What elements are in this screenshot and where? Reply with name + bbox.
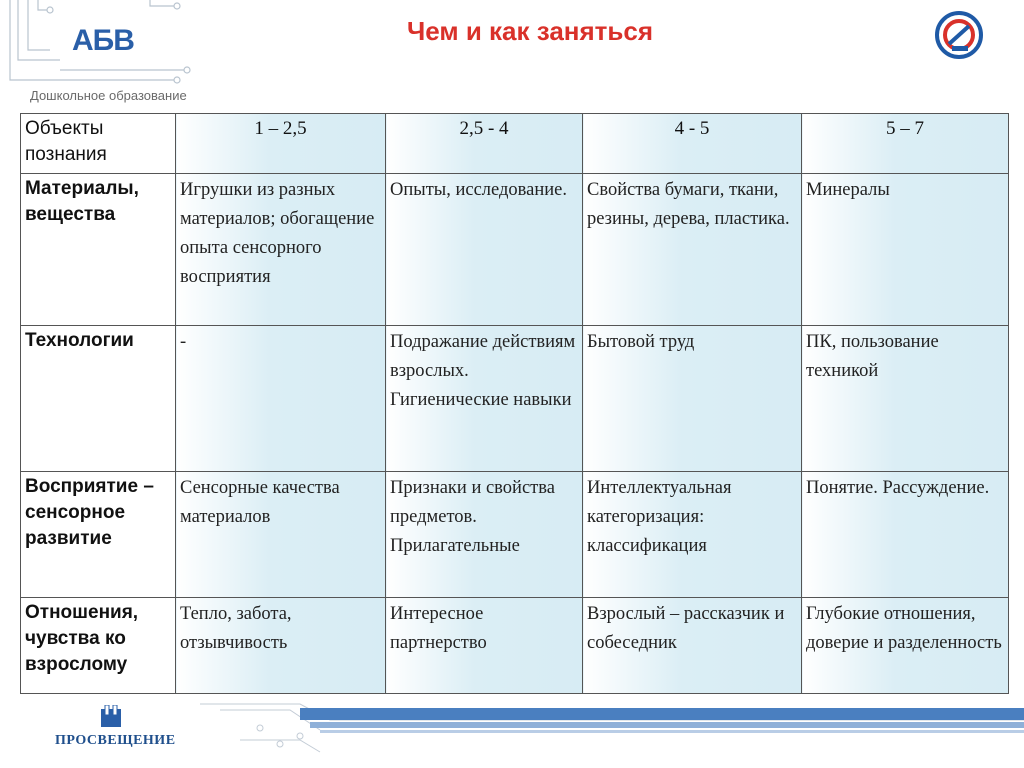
table-cell: [386, 598, 583, 694]
topics-table-wrap: [20, 113, 1008, 694]
table-cell: [802, 326, 1009, 472]
cell-text: Взрослый – рассказчик и собеседник: [587, 604, 785, 653]
column-header-label: 2,5 - 4: [459, 118, 509, 139]
table-cell: [802, 598, 1009, 694]
row-header-label: Материалы, вещества: [25, 178, 139, 225]
table-cell: [176, 598, 386, 694]
table-cell: [386, 326, 583, 472]
row-header-label: Отношения, чувства ко взрослому: [25, 602, 139, 675]
cell-text: Тепло, забота, отзывчивость: [180, 604, 292, 653]
corner-label: Объекты познания: [25, 118, 107, 165]
cell-text: Признаки и свойства предметов. Прилагательные: [390, 478, 555, 556]
table-cell: [583, 326, 802, 472]
column-header: [386, 114, 583, 174]
row-header-label: Восприятие – сенсорное развитие: [25, 476, 154, 549]
row-header-cell: [21, 472, 176, 598]
column-header: [176, 114, 386, 174]
table-cell: [386, 472, 583, 598]
cell-text: Сенсорные качества материалов: [180, 478, 340, 527]
topics-table: [20, 113, 1009, 694]
table-corner-cell: [21, 114, 176, 174]
prosveshchenie-logo-icon: [100, 705, 122, 729]
cell-text: Глубокие отношения, доверие и разделенность: [806, 604, 1002, 653]
column-header-label: 1 – 2,5: [254, 118, 307, 139]
table-cell: [583, 472, 802, 598]
cell-text: Подражание действиям взрослых. Гигиенические навыки: [390, 332, 576, 410]
cell-text: Свойства бумаги, ткани, резины, дерева, пластика.: [587, 180, 790, 229]
page-title: Чем и как заняться: [406, 16, 654, 46]
cell-text: Интеллектуальная категоризация: классификация: [587, 478, 732, 556]
row-header-cell: [21, 326, 176, 472]
logo-subtitle: Дошкольное образование: [30, 88, 187, 103]
cell-text: -: [180, 332, 187, 352]
table-row: [21, 174, 1009, 326]
cell-text: Минералы: [806, 180, 890, 200]
table-header-row: [21, 114, 1009, 174]
table-row: [21, 472, 1009, 598]
emblem-icon: [932, 8, 986, 62]
column-header-label: 5 – 7: [886, 118, 924, 139]
row-header-cell: [21, 598, 176, 694]
column-header: [802, 114, 1009, 174]
table-cell: [176, 472, 386, 598]
cell-text: Опыты, исследование.: [390, 180, 567, 200]
cell-text: Понятие. Рассуждение.: [806, 478, 990, 498]
table-cell: [176, 326, 386, 472]
table-cell: [802, 472, 1009, 598]
table-row: [21, 326, 1009, 472]
table-row: [21, 598, 1009, 694]
row-header-cell: [21, 174, 176, 326]
table-cell: [583, 174, 802, 326]
table-cell: [802, 174, 1009, 326]
table-cell: [583, 598, 802, 694]
cell-text: ПК, пользование техникой: [806, 332, 939, 381]
cell-text: Интересное партнерство: [390, 604, 487, 653]
row-header-label: Технологии: [25, 330, 134, 351]
column-header: [583, 114, 802, 174]
abv-logo: АБВ: [72, 24, 134, 57]
cell-text: Игрушки из разных материалов; обогащение опыта сенсорного восприятия: [180, 180, 375, 287]
publisher-logo: ПРОСВЕЩЕНИЕ: [55, 733, 176, 748]
table-cell: [386, 174, 583, 326]
column-header-label: 4 - 5: [674, 118, 710, 139]
table-cell: [176, 174, 386, 326]
cell-text: Бытовой труд: [587, 332, 695, 352]
